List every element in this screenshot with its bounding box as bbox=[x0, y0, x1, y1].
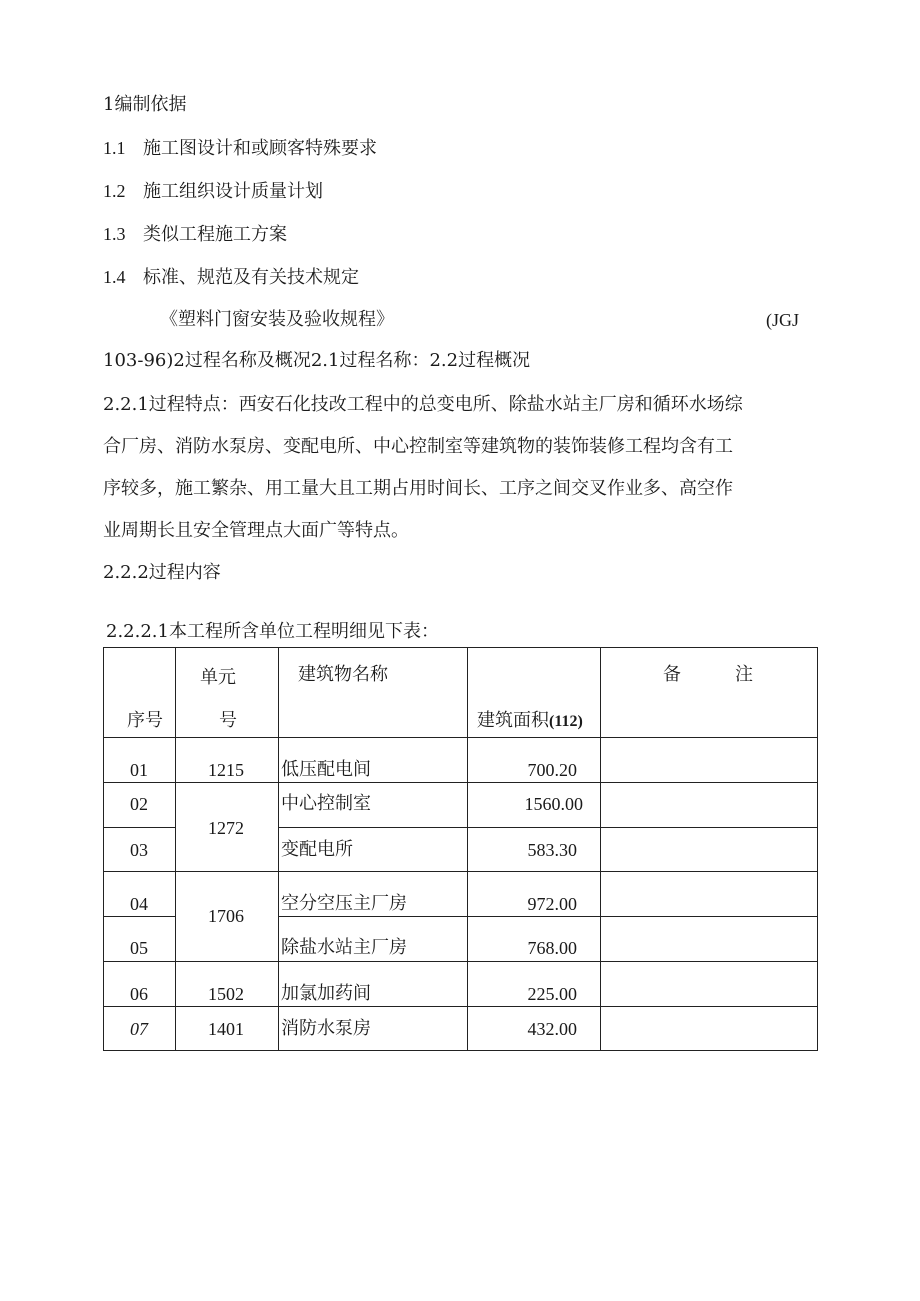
row-area: 1560.00 bbox=[524, 794, 583, 814]
header-seq: 序号 bbox=[127, 710, 163, 731]
basis-item-text: 施工组织设计质量计划 bbox=[143, 181, 323, 202]
row-seq: 03 bbox=[130, 840, 148, 860]
basis-item-text: 标准、规范及有关技术规定 bbox=[143, 267, 359, 288]
table-border bbox=[278, 647, 279, 1051]
table-border bbox=[278, 827, 818, 828]
header-name: 建筑物名称 bbox=[298, 664, 388, 685]
row-area: 225.00 bbox=[527, 984, 577, 1004]
features-line: 序较多，施工繁杂、用工量大且工期占用时间长、工序之间交叉作业多、高空作 bbox=[103, 478, 733, 499]
row-unit: 1215 bbox=[208, 760, 244, 780]
basis-item bbox=[103, 266, 359, 289]
table-border bbox=[278, 916, 818, 917]
row-name: 加氯加药间 bbox=[281, 983, 371, 1004]
basis-item bbox=[103, 180, 323, 203]
section-heading: 1编制依据 bbox=[103, 94, 187, 115]
row-seq: 02 bbox=[130, 794, 148, 814]
row-unit: 1502 bbox=[208, 984, 244, 1004]
row-name: 除盐水站主厂房 bbox=[281, 937, 407, 958]
basis-item-text: 类似工程施工方案 bbox=[143, 224, 287, 245]
table-border bbox=[103, 871, 818, 872]
row-seq: 05 bbox=[130, 938, 148, 958]
row-seq: 04 bbox=[130, 894, 148, 914]
content-heading: 2.2.2过程内容 bbox=[103, 562, 221, 583]
row-name: 中心控制室 bbox=[281, 793, 371, 814]
basis-item-number: 1.1 bbox=[103, 138, 126, 158]
basis-item-number: 1.2 bbox=[103, 181, 126, 201]
row-seq: 07 bbox=[130, 1019, 148, 1039]
row-name: 消防水泵房 bbox=[281, 1018, 371, 1039]
features-line: 业周期长且安全管理点大面广等特点。 bbox=[103, 520, 409, 541]
table-border bbox=[175, 647, 176, 1051]
table-border bbox=[600, 647, 601, 1051]
table-border bbox=[467, 647, 468, 1051]
row-area: 432.00 bbox=[527, 1019, 577, 1039]
row-area: 768.00 bbox=[527, 938, 577, 958]
row-unit: 1272 bbox=[208, 818, 244, 838]
table-border bbox=[103, 782, 818, 783]
header-area-unit: (112) bbox=[549, 713, 583, 730]
standard-continuation: 103-96)2过程名称及概况2.1过程名称：2.2过程概况 bbox=[103, 350, 531, 371]
table-border bbox=[817, 647, 818, 1051]
standard-code: (JGJ bbox=[766, 310, 800, 330]
row-unit: 1706 bbox=[208, 906, 244, 926]
table-border bbox=[103, 961, 818, 962]
row-name: 空分空压主厂房 bbox=[281, 893, 407, 914]
table-border bbox=[103, 737, 818, 738]
header-remarks: 备 注 bbox=[663, 664, 753, 685]
header-unit: 单元 bbox=[200, 667, 236, 688]
row-area: 583.30 bbox=[527, 840, 577, 860]
standard-title: 《塑料门窗安装及验收规程》 bbox=[160, 309, 394, 330]
table-border bbox=[103, 647, 104, 1051]
row-name: 低压配电间 bbox=[281, 759, 371, 780]
basis-item-number: 1.3 bbox=[103, 224, 126, 244]
table-border bbox=[103, 827, 175, 828]
table-border bbox=[103, 647, 818, 648]
row-seq: 06 bbox=[130, 984, 148, 1004]
row-seq: 01 bbox=[130, 760, 148, 780]
header-area-label: 建筑面积 bbox=[477, 710, 549, 731]
table-border bbox=[103, 1050, 818, 1051]
basis-item-text: 施工图设计和或顾客特殊要求 bbox=[143, 138, 377, 159]
row-unit: 1401 bbox=[208, 1019, 244, 1039]
row-name: 变配电所 bbox=[281, 839, 353, 860]
row-area: 972.00 bbox=[527, 894, 577, 914]
header-unit-cont: 号 bbox=[219, 710, 237, 731]
table-border bbox=[103, 916, 175, 917]
table-border bbox=[103, 1006, 818, 1007]
features-line: 2.2.1过程特点：西安石化技改工程中的总变电所、除盐水站主厂房和循环水场综 bbox=[103, 394, 743, 415]
basis-item bbox=[103, 137, 377, 160]
features-line: 合厂房、消防水泵房、变配电所、中心控制室等建筑物的装饰装修工程均含有工 bbox=[103, 436, 733, 457]
row-area: 700.20 bbox=[527, 760, 577, 780]
table-caption: 2.2.2.1本工程所含单位工程明细见下表： bbox=[106, 621, 439, 642]
basis-item-number: 1.4 bbox=[103, 267, 126, 287]
basis-item bbox=[103, 223, 287, 246]
buildings-table bbox=[103, 647, 818, 1051]
header-area bbox=[477, 710, 583, 733]
